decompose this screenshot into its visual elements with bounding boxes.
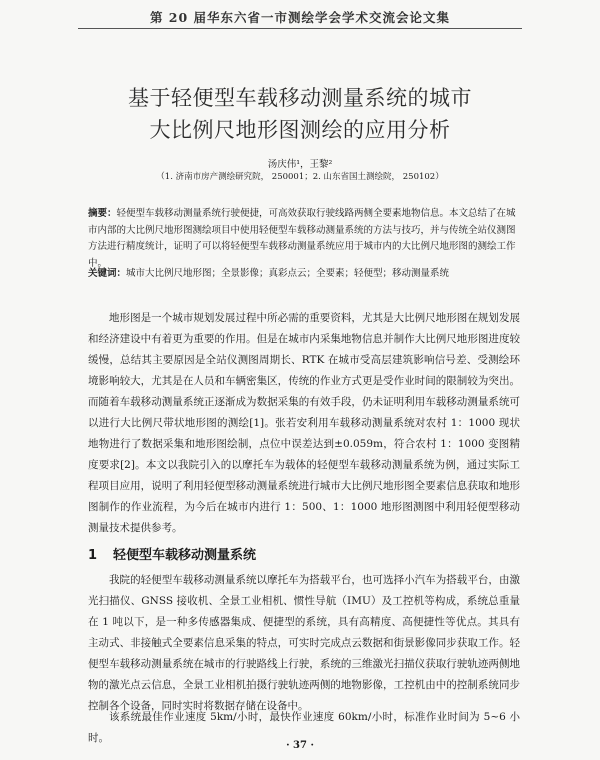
affiliations: （1. 济南市房产测绘研究院， 250001；2. 山东省国土测绘院， 250102） — [156, 172, 444, 182]
abstract-text: 轻便型车载移动测量系统行驶便捷，可高效获取行驶线路两侧全要素地物信息。本文总结了在城市内部的大比例尺地形图测绘项目中使用轻便型车载移动测量系统的方法与技巧，并与传统全站仪测图方法进行精度统计，证明了可以将轻便型车载移动测量系统应用于城市内的大比例尺地形图的测绘工作中。 — [88, 208, 516, 269]
section1-paragraph: 我院的轻便型车载移动测量系统以摩托车为搭载平台，也可选择小汽车为搭载平台，由激光扫描仪、GNSS 接收机、全景工业相机、惯性导航（IMU）及工控机等构成，系统总重量在 1 吨以下，是一种多传感器集成、便捷型的系统，具有高精度、高便捷性等优点。其具有主动式、非接触式全要素信息采集的特点，可实时完成点云数据和街景影像同步获取工作。轻便型车载移动测量系统在城市的行驶路线上行驶，系统的三维激光扫描仪获取行驶轨迹两侧地物的激光点云信息，全景工业相机拍摄行驶轨迹两侧的地物影像，工控机由中的控制系统同步控制各个设备，同时实时将数据存储在设备中。 — [88, 574, 520, 712]
authors: 汤庆伟¹，王黎² — [267, 159, 333, 170]
intro-paragraph: 地形图是一个城市规划发展过程中所必需的重要资料，尤其是大比例尺地形图在规划发展和经济建设中有着更为重要的作用。但是在城市内采集地物信息并制作大比例尺地形图进度较缓慢，总结其主要原因是全站仪测图周期长、RTK 在城市受高层建筑影响信号差、受测绘环境影响较大，尤其是在人员和车辆密集区，传统的作业方式更是受作业时间的限制较为突出。而随着车载移动测量系统正逐渐成为数据采集的有效手段，仍未证明利用车载移动测量系统可以进行大比例尺带状地形图的测绘[1]。张若安利用车载移动测量系统对农村 1：1000 现状地物进行了数据采集和地形图绘制，点位中误差达到±0.059m，符合农村 1：1000 变图精度要求[2]。本文以我院引入的以摩托车为载体的轻便型车载移动测量系统为例，通过实际工程项目应用，说明了利用轻便型移动测量系统进行城市大比例尺地形图全要素信息获取和地形图制作的作业流程，为今后在城市内进行 1：500、1：1000 地形图测图中利用轻便型移动测量技术提供参考。 — [88, 312, 520, 534]
paper-title-line1: 基于轻便型车载移动测量系统的城市 — [128, 86, 472, 110]
section1-paragraph-2: 该系统最佳作业速度 5km/小时，最快作业速度 60km/小时，标准作业时间为 5~6 小时。 — [88, 711, 520, 744]
section-title: 轻便型车载移动测量系统 — [113, 548, 257, 563]
abstract-label: 摘要： — [88, 208, 117, 219]
page-number: · 37 · — [286, 740, 314, 751]
header-rule — [78, 28, 522, 29]
keywords-label: 关键词： — [88, 268, 127, 279]
abstract — [88, 206, 520, 272]
keywords-text: 城市大比例尺地形图；全景影像；真彩点云；全要素；轻便型；移动测量系统 — [126, 268, 450, 279]
section-heading — [88, 544, 256, 563]
paper-title-line2: 大比例尺地形图测绘的应用分析 — [149, 118, 451, 142]
section-number: 1 — [88, 548, 98, 563]
running-header: 第 20 届华东六省一市测绘学会学术交流会论文集 — [149, 10, 451, 25]
keywords — [88, 266, 520, 282]
